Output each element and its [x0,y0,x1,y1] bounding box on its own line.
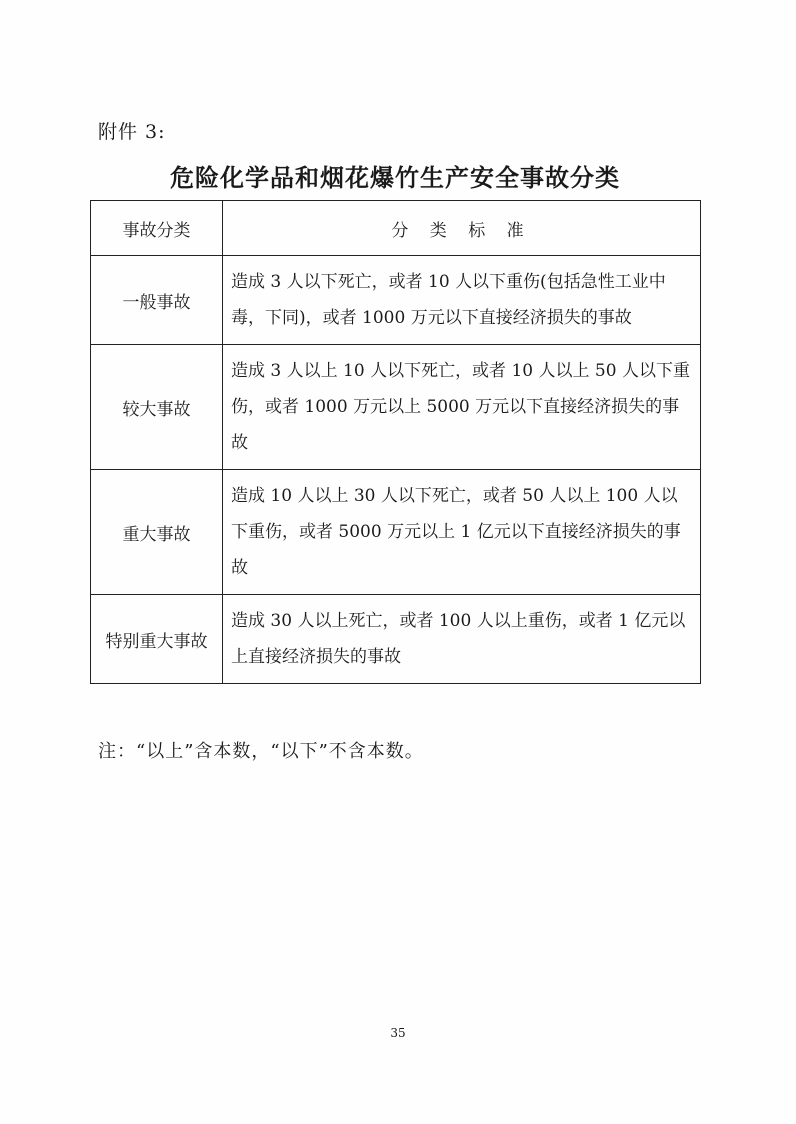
table-row [91,345,701,470]
header-category: 事故分类 [91,201,223,256]
category-cell: 较大事故 [91,345,223,470]
header-criteria: 分 类 标 准 [223,201,701,256]
accident-classification-table [90,200,701,684]
criteria-cell: 造成 30 人以上死亡，或者 100 人以上重伤，或者 1 亿元以上直接经济损失的事故 [223,595,701,684]
table-header-row [91,201,701,256]
footnote: 注：“以上”含本数，“以下”不含本数。 [98,741,424,762]
table-row [91,256,701,345]
document-title: 危险化学品和烟花爆竹生产安全事故分类 [170,163,620,192]
criteria-cell: 造成 3 人以下死亡，或者 10 人以下重伤(包括急性工业中毒，下同)，或者 1000 万元以下直接经济损失的事故 [223,256,701,345]
table-row [91,595,701,684]
criteria-cell: 造成 3 人以上 10 人以下死亡，或者 10 人以上 50 人以下重伤，或者 1000 万元以上 5000 万元以下直接经济损失的事故 [223,345,701,470]
attachment-label: 附件 3: [98,121,166,143]
category-cell: 特别重大事故 [91,595,223,684]
category-cell: 一般事故 [91,256,223,345]
criteria-cell: 造成 10 人以上 30 人以下死亡，或者 50 人以上 100 人以下重伤，或者 5000 万元以上 1 亿元以下直接经济损失的事故 [223,470,701,595]
page-number: 35 [390,1026,406,1040]
table-row [91,470,701,595]
category-cell: 重大事故 [91,470,223,595]
